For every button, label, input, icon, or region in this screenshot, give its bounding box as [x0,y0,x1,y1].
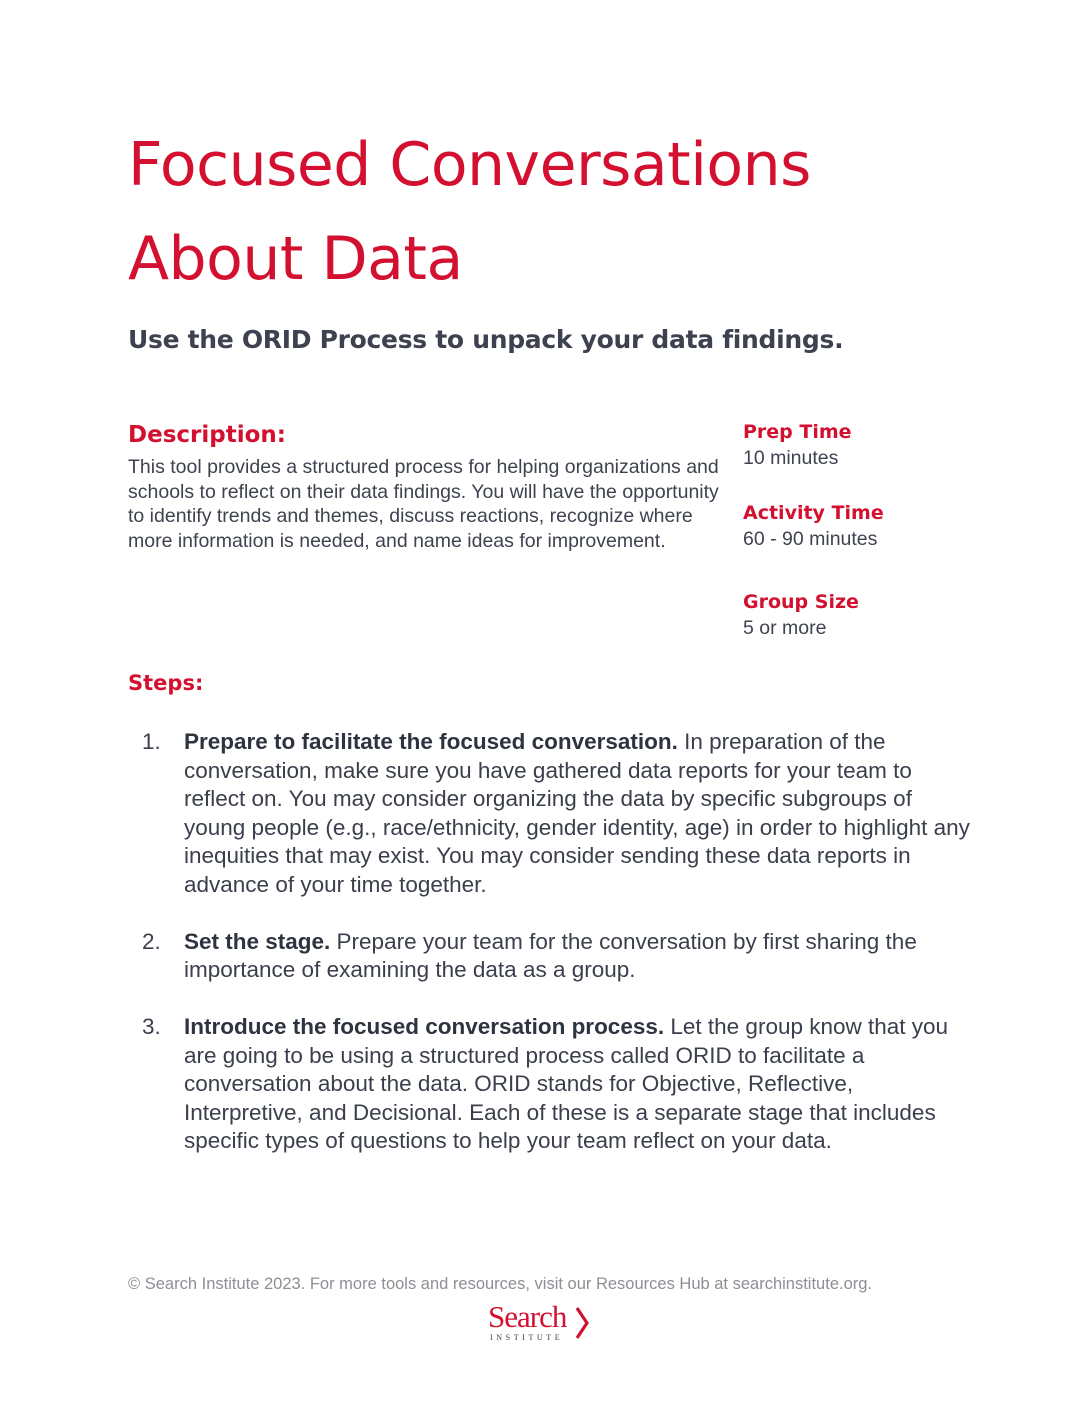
prep-time-block [743,419,1043,471]
description-text: This tool provides a structured process for helping organizations and schools to reflect on their data findings. You will have the opportunity to identify trends and themes, discuss reactions, recognize where more information is needed, and name ideas for improvement. [128,456,719,552]
chevron-right-icon [574,1306,590,1340]
step-lead: Prepare to facilitate the focused conversation. [184,729,678,754]
step-text: Prepare your team for the conversation by first sharing the importance of examining the data as a group. [184,928,917,982]
prep-time-value: 10 minutes [743,447,839,469]
page-title [128,118,1008,306]
step-text: Let the group know that you are going to be using a structured process called ORID to facilitate a conversation about the data. ORID stands for Objective, Reflective, Interpretive, and Decisional. Each of these is a separate stage that includes specific types of questions to help your team reflect on your data. [184,1014,949,1153]
steps-list [142,728,972,1184]
logo-wordmark: Search [488,1299,567,1334]
activity-time-value: 60 - 90 minutes [743,528,878,550]
search-institute-logo [488,1300,608,1350]
page-subtitle: Use the ORID Process to unpack your data findings. [128,325,844,354]
step-item-1 [142,728,972,899]
step-lead: Introduce the focused conversation process. [184,1014,665,1039]
page-title-line-2: About Data [128,224,463,294]
step-number: 2. [142,928,161,954]
description-heading: Description: [128,422,286,448]
steps-heading: Steps: [128,671,204,695]
activity-time-block [743,500,1043,552]
footer-copyright: © Search Institute 2023. For more tools and resources, visit our Resources Hub at searchinstitute.org. [128,1275,873,1293]
step-item-3 [142,1013,972,1156]
page-title-line-1: Focused Conversations [128,130,811,200]
step-number: 1. [142,729,161,754]
group-size-value: 5 or more [743,617,827,639]
logo-subtext: INSTITUTE [490,1333,564,1342]
group-size-block [743,589,1043,641]
step-item-2 [142,928,972,985]
step-text: In preparation of the conversation, make sure you have gathered data reports for your team to reflect on. You may consider organizing the data by specific subgroups of young people (e.g., race/ethnicity, gender identity, age) in order to highlight any inequities that may exist. You may consider sending these data reports in advance of your time together. [184,729,970,897]
activity-time-label: Activity Time [743,502,884,524]
step-lead: Set the stage. [184,928,331,954]
group-size-label: Group Size [743,591,859,613]
step-number: 3. [142,1014,161,1039]
prep-time-label: Prep Time [743,421,852,443]
